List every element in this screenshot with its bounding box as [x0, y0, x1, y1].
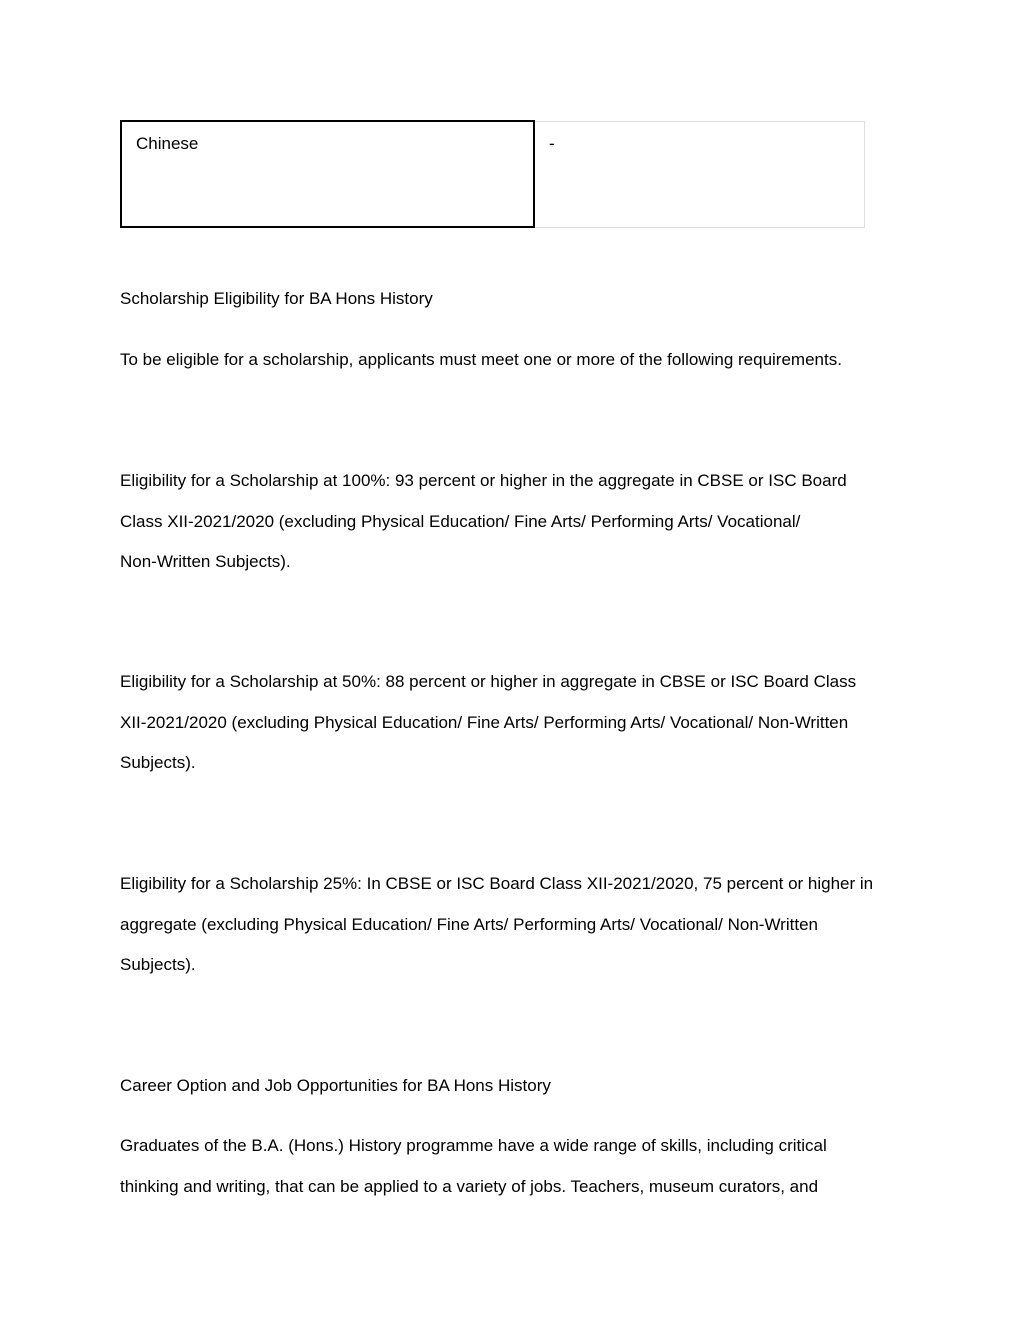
table-cell-value: - — [534, 121, 864, 227]
language-table — [120, 120, 865, 228]
scholarship-tier-25 — [120, 864, 920, 986]
paragraph-line: aggregate (excluding Physical Education/ Fine Arts/ Performing Arts/ Vocational/ Non-Written — [120, 914, 818, 934]
career-heading: Career Option and Job Opportunities for BA Hons History — [120, 1076, 551, 1095]
paragraph-line: XII-2021/2020 (excluding Physical Education/ Fine Arts/ Performing Arts/ Vocational/ Non-Written — [120, 712, 849, 732]
scholarship-tier-50 — [120, 662, 920, 784]
paragraph-line: thinking and writing, that can be applied to a variety of jobs. Teachers, museum curators, and — [120, 1176, 819, 1196]
paragraph-line: Eligibility for a Scholarship 25%: In CBSE or ISC Board Class XII-2021/2020, 75 percent or higher in — [120, 874, 874, 893]
paragraph-line: Graduates of the B.A. (Hons.) History programme have a wide range of skills, including critical — [120, 1136, 827, 1155]
career-paragraph — [120, 1126, 920, 1207]
table-row — [121, 121, 864, 227]
paragraph-line: Eligibility for a Scholarship at 50%: 88 percent or higher in aggregate in CBSE or ISC Board Class — [120, 672, 857, 691]
scholarship-intro: To be eligible for a scholarship, applicants must meet one or more of the following requirements. — [120, 350, 842, 369]
scholarship-heading: Scholarship Eligibility for BA Hons History — [120, 289, 433, 308]
table-cell-language: Chinese — [121, 121, 534, 227]
paragraph-line: Class XII-2021/2020 (excluding Physical Education/ Fine Arts/ Performing Arts/ Vocational/ — [120, 511, 801, 531]
paragraph-line: Non-Written Subjects). — [120, 552, 291, 571]
scholarship-tier-100 — [120, 461, 920, 583]
paragraph-line: Eligibility for a Scholarship at 100%: 93 percent or higher in the aggregate in CBSE or ISC Board — [120, 471, 847, 490]
paragraph-line: Subjects). — [120, 753, 196, 772]
paragraph-line: Subjects). — [120, 955, 196, 974]
